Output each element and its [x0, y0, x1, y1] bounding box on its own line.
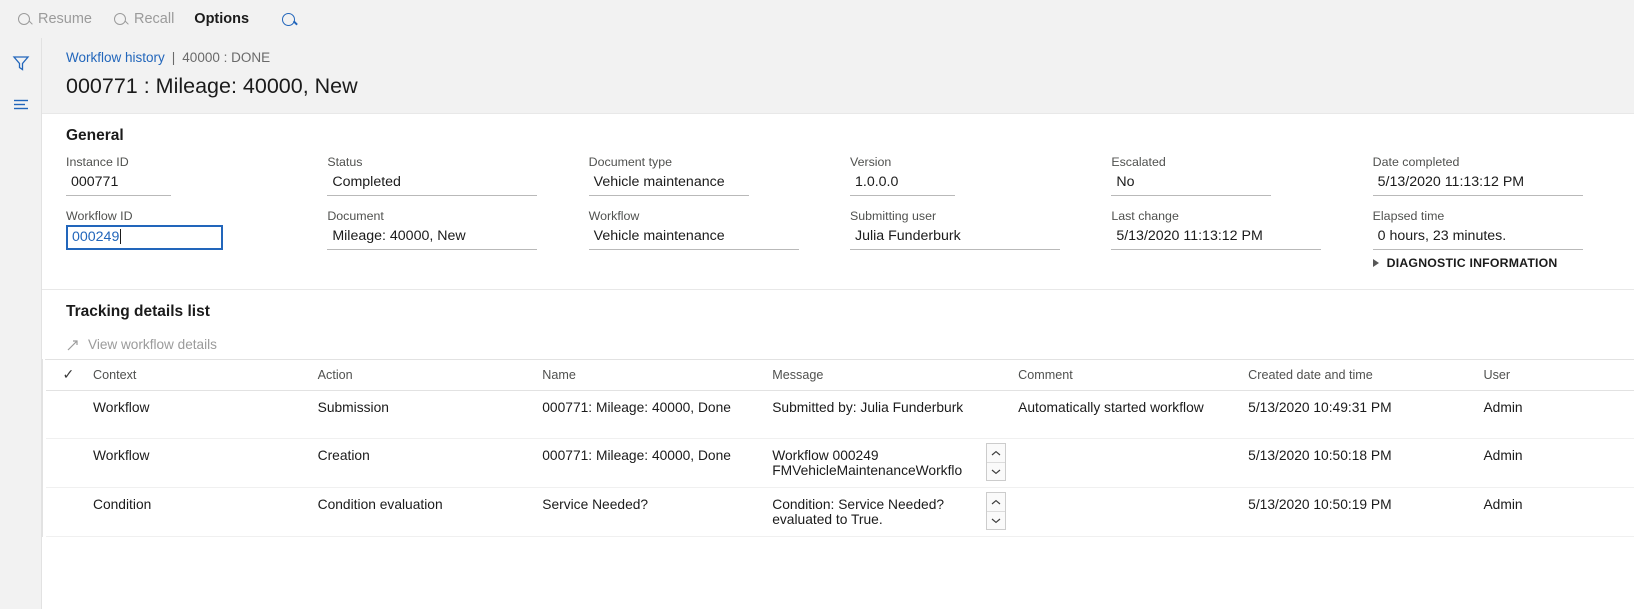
breadcrumb-link-workflow-history[interactable]: Workflow history	[66, 50, 165, 65]
field-label: Last change	[1111, 209, 1179, 223]
workflow-id-value: 000249	[72, 229, 120, 245]
page-header	[42, 38, 1634, 113]
cell-user: Admin	[1473, 391, 1634, 439]
cell-name: 000771: Mileage: 40000, Done	[532, 439, 762, 488]
row-selector[interactable]	[45, 439, 84, 488]
cell-action: Submission	[308, 391, 533, 439]
breadcrumb	[66, 50, 1634, 65]
text-caret	[120, 229, 121, 244]
field-label: Workflow	[588, 209, 640, 223]
resume-button[interactable]	[8, 7, 102, 32]
field-last-change	[1111, 209, 1372, 283]
cell-created-date-time: 5/13/2020 10:50:19 PM	[1238, 488, 1473, 537]
field-label: Workflow ID	[66, 209, 133, 223]
view-workflow-details-button[interactable]	[42, 331, 1634, 359]
spinner-down-button[interactable]	[987, 511, 1005, 529]
cell-created-date-time: 5/13/2020 10:49:31 PM	[1238, 391, 1473, 439]
field-label: Document	[327, 209, 384, 223]
version-input[interactable]: 1.0.0.0	[850, 171, 955, 196]
document-type-input[interactable]: Vehicle maintenance	[589, 171, 749, 196]
field-date-completed	[1373, 155, 1634, 209]
magnifier-icon	[112, 11, 128, 27]
diagnostic-information-expander[interactable]	[1373, 250, 1594, 270]
cell-message-text: Condition: Service Needed? evaluated to True.	[772, 497, 945, 527]
workflow-input[interactable]: Vehicle maintenance	[589, 225, 799, 250]
open-external-icon	[66, 338, 80, 352]
escalated-input[interactable]: No	[1111, 171, 1271, 196]
options-button-label: Options	[194, 10, 250, 27]
diagnostic-information-label: DIAGNOSTIC INFORMATION	[1386, 256, 1558, 270]
options-button[interactable]	[186, 7, 259, 32]
column-header-name[interactable]: Name	[532, 360, 762, 391]
table-row[interactable]	[45, 391, 1634, 439]
spinner-up-button[interactable]	[987, 444, 1005, 462]
message-scroll-spinner[interactable]	[986, 443, 1006, 481]
field-label: Elapsed time	[1372, 209, 1445, 223]
tracking-section-title: Tracking details list	[66, 303, 210, 320]
cell-name: 000771: Mileage: 40000, Done	[532, 391, 762, 439]
message-scroll-spinner[interactable]	[986, 492, 1006, 530]
recall-button[interactable]	[104, 7, 184, 32]
cell-action: Condition evaluation	[308, 488, 533, 537]
cell-message	[762, 439, 1008, 488]
select-all-checkbox[interactable]	[45, 360, 84, 391]
view-workflow-details-label: View workflow details	[88, 337, 217, 352]
command-bar	[0, 0, 1634, 38]
list-lines-icon[interactable]	[10, 94, 32, 116]
column-header-context[interactable]: Context	[83, 360, 308, 391]
cell-context: Condition	[83, 488, 308, 537]
row-selector[interactable]	[45, 488, 84, 537]
breadcrumb-current: 40000 : DONE	[182, 50, 271, 65]
cell-message: Submitted by: Julia Funderburk	[762, 391, 1008, 439]
cell-context: Workflow	[83, 391, 308, 439]
cell-comment	[1008, 439, 1238, 488]
workflow-id-input[interactable]	[66, 225, 223, 250]
cell-name: Service Needed?	[532, 488, 762, 537]
field-escalated	[1111, 155, 1372, 209]
column-header-action[interactable]: Action	[308, 360, 533, 391]
left-rail	[0, 38, 42, 609]
column-header-created-date-time[interactable]: Created date and time	[1238, 360, 1473, 391]
column-header-message[interactable]: Message	[762, 360, 1008, 391]
column-header-comment[interactable]: Comment	[1008, 360, 1238, 391]
cell-user: Admin	[1473, 488, 1634, 537]
chevron-right-icon	[1373, 259, 1379, 267]
search-icon[interactable]	[271, 2, 305, 36]
spinner-up-button[interactable]	[987, 493, 1005, 511]
instance-id-input[interactable]: 000771	[66, 171, 171, 196]
row-selector[interactable]	[45, 391, 84, 439]
tracking-grid	[42, 359, 1634, 537]
cell-created-date-time: 5/13/2020 10:50:18 PM	[1238, 439, 1473, 488]
page-body	[0, 38, 1634, 609]
cell-user: Admin	[1473, 439, 1634, 488]
field-label: Status	[327, 155, 363, 169]
field-elapsed-time	[1373, 209, 1634, 283]
submitting-user-input[interactable]: Julia Funderburk	[850, 225, 1060, 250]
spinner-down-button[interactable]	[987, 462, 1005, 480]
field-label: Submitting user	[850, 209, 937, 223]
status-input[interactable]: Completed	[327, 171, 537, 196]
content-area	[42, 38, 1634, 609]
page-title: 000771 : Mileage: 40000, New	[66, 74, 358, 98]
field-workflow-id	[66, 209, 327, 283]
cell-action: Creation	[308, 439, 533, 488]
table-header-row	[45, 360, 1634, 391]
elapsed-time-input[interactable]: 0 hours, 23 minutes.	[1373, 225, 1583, 250]
general-fields-grid	[42, 155, 1634, 289]
field-version	[850, 155, 1111, 209]
field-label: Date completed	[1372, 155, 1460, 169]
magnifier-icon	[16, 11, 32, 27]
date-completed-input[interactable]: 5/13/2020 11:13:12 PM	[1373, 171, 1583, 196]
field-submitting-user	[850, 209, 1111, 283]
field-label: Version	[850, 155, 892, 169]
cell-message	[762, 488, 1008, 537]
last-change-input[interactable]: 5/13/2020 11:13:12 PM	[1111, 225, 1321, 250]
check-icon: ✓	[62, 366, 75, 382]
field-document-type	[589, 155, 850, 209]
cell-message-text: Workflow 000249 FMVehicleMaintenanceWorkflo	[772, 448, 963, 478]
field-label: Document type	[588, 155, 672, 169]
table-row[interactable]	[45, 439, 1634, 488]
breadcrumb-separator: |	[171, 50, 176, 65]
table-row[interactable]	[45, 488, 1634, 537]
general-section-title: General	[66, 127, 124, 144]
cell-comment: Automatically started workflow	[1008, 391, 1238, 439]
resume-button-label: Resume	[38, 10, 92, 27]
field-status	[327, 155, 588, 209]
field-label: Escalated	[1111, 155, 1166, 169]
column-header-user[interactable]: User	[1473, 360, 1634, 391]
filter-icon[interactable]	[10, 52, 32, 74]
recall-button-label: Recall	[134, 10, 175, 27]
tracking-details-section	[42, 289, 1634, 537]
field-document	[327, 209, 588, 283]
cell-context: Workflow	[83, 439, 308, 488]
field-workflow	[589, 209, 850, 283]
field-label: Instance ID	[66, 155, 129, 169]
document-input[interactable]: Mileage: 40000, New	[327, 225, 537, 250]
cell-comment	[1008, 488, 1238, 537]
general-section	[42, 113, 1634, 289]
field-instance-id	[66, 155, 327, 209]
